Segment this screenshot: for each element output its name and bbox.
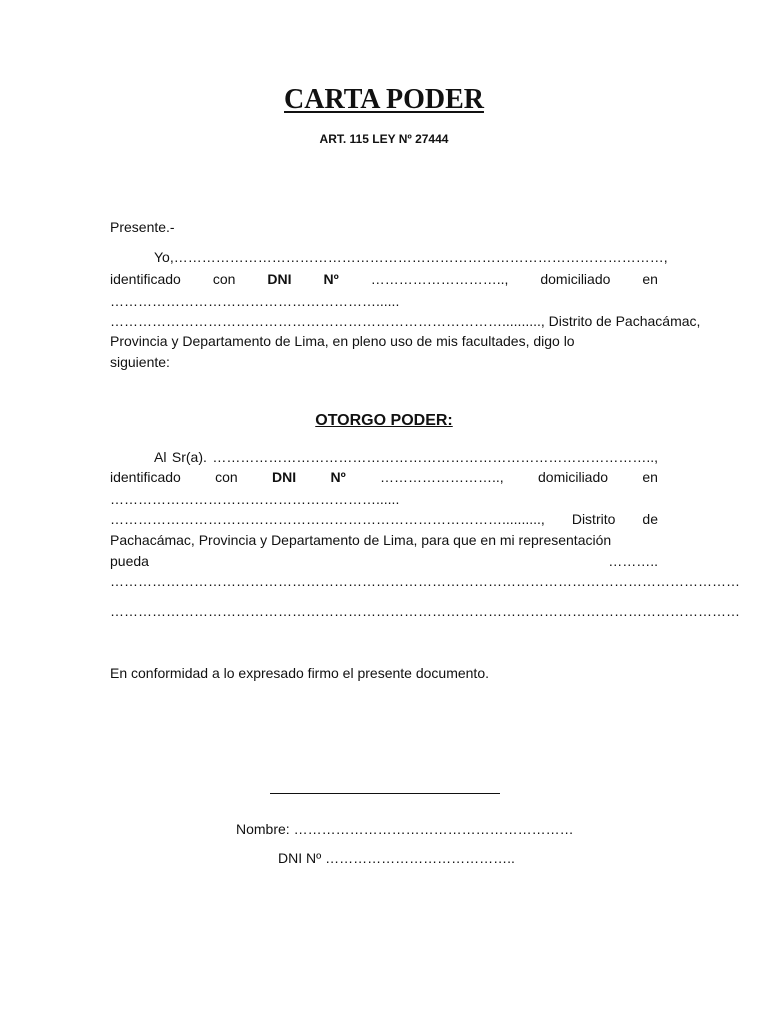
section2-line5: Pachacámac, Provincia y Departamento de Lima, para que en mi representación bbox=[110, 532, 612, 548]
section2-line7: ……………………………………………………………………………………………………………………… bbox=[110, 573, 740, 589]
text: en bbox=[642, 271, 658, 287]
section1-line2 bbox=[110, 268, 658, 290]
greeting: Presente.- bbox=[110, 219, 175, 235]
section1-line5: Provincia y Departamento de Lima, en pleno uso de mis facultades, digo lo bbox=[110, 333, 575, 349]
dotted-blank: ……….. bbox=[608, 553, 658, 569]
dotted-blank: ………………………………….. bbox=[325, 850, 515, 866]
signature-name bbox=[236, 819, 574, 839]
section1-line4: ………………………………………………………………………….........., Distrito de Pachacámac, bbox=[110, 313, 701, 329]
text: con bbox=[215, 469, 238, 485]
text: domiciliado bbox=[538, 469, 609, 485]
section2-line4 bbox=[110, 508, 658, 530]
section2-line6 bbox=[110, 550, 658, 572]
dotted-blank: …………………….., bbox=[380, 469, 504, 485]
text: de bbox=[642, 511, 658, 527]
document-title: CARTA PODER bbox=[284, 84, 484, 115]
section-heading: OTORGO PODER: bbox=[315, 412, 453, 429]
text: con bbox=[212, 271, 236, 287]
section2-line3: …………………………………………………...... bbox=[110, 491, 400, 507]
dni-label: DNI Nº bbox=[278, 850, 322, 866]
text: domiciliado bbox=[540, 271, 611, 287]
document-subtitle: ART. 115 LEY Nº 27444 bbox=[319, 132, 449, 146]
text: Sr(a). bbox=[171, 449, 207, 465]
section2-line8: ……………………………………………………………………………………………………………………… bbox=[110, 603, 740, 619]
dotted-blank: …………………………………………………… bbox=[293, 821, 574, 837]
signature-line bbox=[270, 781, 500, 794]
text: Yo, bbox=[154, 249, 174, 265]
dotted-blank: ………………………………………………………………………………….., bbox=[212, 449, 658, 465]
text: DNI bbox=[272, 469, 297, 485]
signature-dni bbox=[278, 848, 515, 868]
section2-line2 bbox=[110, 466, 658, 488]
text: Nº bbox=[323, 271, 339, 287]
text: en bbox=[642, 469, 658, 485]
section1-line6: siguiente: bbox=[110, 354, 170, 370]
closing-statement: En conformidad a lo expresado firmo el presente documento. bbox=[110, 665, 489, 681]
text: identificado bbox=[110, 271, 181, 287]
name-label: Nombre: bbox=[236, 821, 290, 837]
section2-line1 bbox=[154, 446, 658, 468]
section1-line3: …………………………………………………...... bbox=[110, 293, 400, 309]
dotted-blank: ………………………………………………………………………….........., bbox=[110, 511, 545, 527]
text: pueda bbox=[110, 553, 149, 569]
text: Distrito bbox=[571, 511, 616, 527]
section1-line1 bbox=[154, 246, 668, 268]
dotted-blank: ……………………………………………………………………………………………, bbox=[173, 249, 668, 265]
dotted-blank: ……………………….., bbox=[370, 271, 509, 287]
text: Al bbox=[154, 449, 167, 465]
text: Nº bbox=[330, 469, 346, 485]
text: identificado bbox=[110, 469, 181, 485]
text: DNI bbox=[267, 271, 292, 287]
